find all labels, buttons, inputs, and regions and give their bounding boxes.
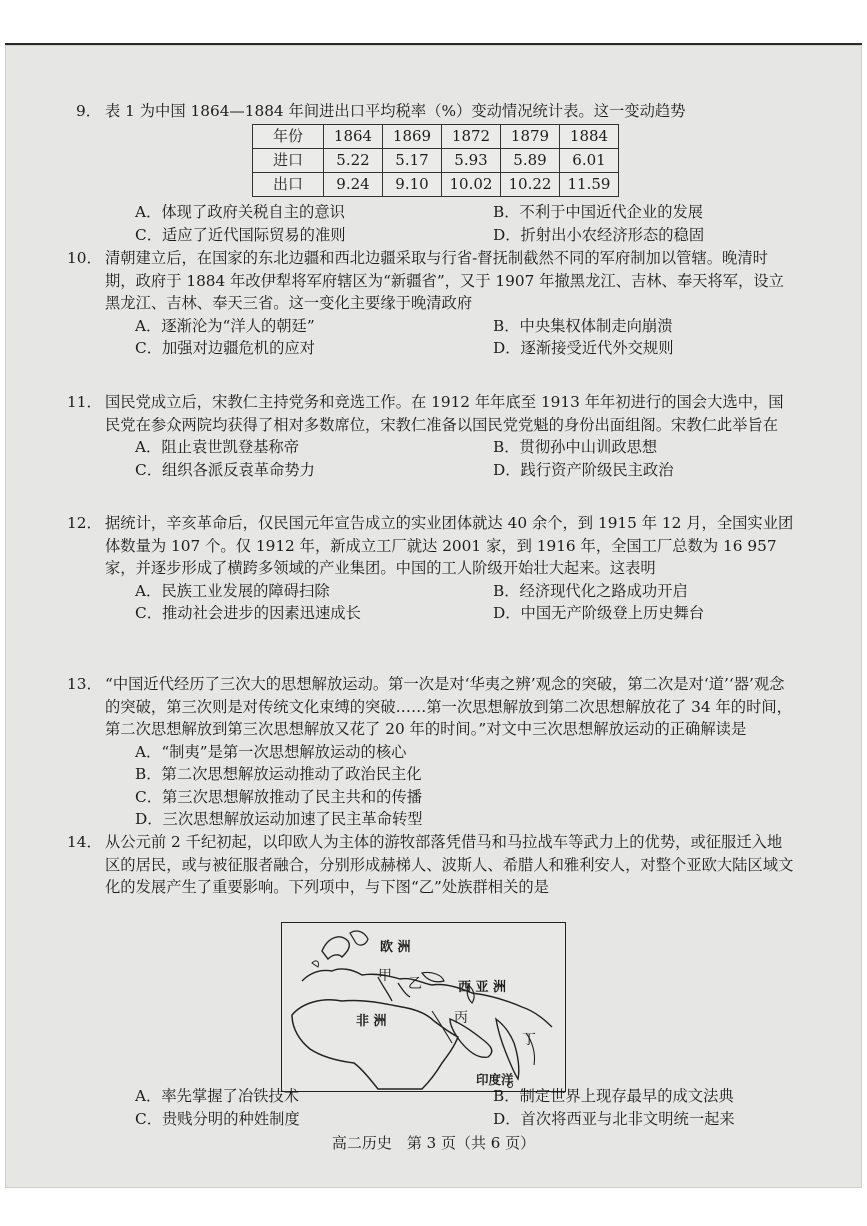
question-12 bbox=[67, 512, 795, 625]
table-cell: 5.93 bbox=[442, 149, 501, 173]
option-b[interactable]: B．第二次思想解放运动推动了政治民主化 bbox=[135, 765, 422, 783]
question-stem: 据统计，辛亥革命后，仅民国元年宣告成立的实业团体就达 40 余个，到 1915 年 12 月，全国实业团体数量为 107 个。仅 1912 年，新成立工厂就达 2001 家，到 1916 年，全国工厂总数为 16 957 家，并逐步形成了横跨多领域的产业集团。中国的工人阶级开始壮大起来。这表明 bbox=[105, 514, 794, 577]
question-number: 14． bbox=[67, 833, 102, 851]
question-11 bbox=[67, 391, 795, 481]
scanned-page bbox=[5, 43, 862, 1188]
question-stem: “中国近代经历了三次大的思想解放运动。第一次是对‘华夷之辨’观念的突破，第二次是对‘道’‘器’观念的突破，第三次则是对传统文化束缚的突破……第一次思想解放到第二次思想解放花了 34 年的时间，第二次思想解放到第三次思想解放又花了 20 年的时间。”对文中三次思想解放运动的正确解读是 bbox=[105, 675, 792, 738]
question-stem: 从公元前 2 千纪初起，以印欧人为主体的游牧部落凭借马和马拉战车等武力上的优势，或征服迁入地区的居民，或与被征服者融合，分别形成赫梯人、波斯人、希腊人和雅利安人，对整个亚欧大陆区域文化的发展产生了重要影响。下列项中，与下图“乙”处族群相关的是 bbox=[105, 833, 794, 896]
table-header-cell: 1879 bbox=[501, 125, 560, 149]
table-cell: 6.01 bbox=[560, 149, 619, 173]
map-label-yi: 乙 bbox=[408, 976, 422, 992]
question-13 bbox=[67, 673, 795, 831]
page-footer: 高二历史 第 3 页（共 6 页） bbox=[331, 1134, 536, 1152]
option-d[interactable]: D．中国无产阶级登上历史舞台 bbox=[493, 604, 705, 622]
question-number: 10． bbox=[67, 249, 102, 267]
question-10 bbox=[67, 247, 795, 360]
tax-rate-table bbox=[252, 124, 619, 197]
question-number: 13． bbox=[67, 675, 102, 693]
option-d[interactable]: D．三次思想解放运动加速了民主革命转型 bbox=[135, 810, 423, 828]
option-b[interactable]: B．经济现代化之路成功开启 bbox=[493, 581, 688, 600]
table-cell: 9.24 bbox=[324, 173, 383, 197]
table-cell: 出口 bbox=[253, 173, 324, 197]
map-outline bbox=[282, 923, 565, 1091]
option-b[interactable]: B．贯彻孙中山训政思想 bbox=[493, 438, 658, 456]
question-9 bbox=[75, 100, 795, 123]
question-14-options bbox=[105, 1085, 795, 1130]
option-d[interactable]: D．践行资产阶级民主政治 bbox=[493, 460, 674, 479]
question-stem: 清朝建立后，在国家的东北边疆和西北边疆采取与行省-督抚制截然不同的军府制加以管辖。晚清时期，政府于 1884 年改伊犁将军府辖区为“新疆省”，又于 1907 年撤黑龙江、吉林、奉天将军，设立黑龙江、吉林、奉天三省。这一变化主要缘于晚清政府 bbox=[105, 249, 784, 312]
option-b[interactable]: B．不利于中国近代企业的发展 bbox=[493, 203, 704, 221]
table-header-cell: 1864 bbox=[324, 125, 383, 149]
map-label-ding: 丁 bbox=[522, 1032, 536, 1048]
question-14 bbox=[67, 831, 795, 899]
option-c[interactable]: C．贵贱分明的种姓制度 bbox=[135, 1109, 300, 1128]
option-a[interactable]: A．“制夷”是第一次思想解放运动的核心 bbox=[135, 742, 407, 761]
option-a[interactable]: A．体现了政府关税自主的意识 bbox=[135, 203, 345, 221]
table-row bbox=[253, 173, 619, 197]
question-number: 12． bbox=[67, 514, 102, 532]
table-header-cell: 1869 bbox=[383, 125, 442, 149]
option-c[interactable]: C．适应了近代国际贸易的准则 bbox=[135, 225, 346, 244]
table-header-cell: 年份 bbox=[253, 125, 324, 149]
table-row bbox=[253, 149, 619, 173]
option-d[interactable]: D．首次将西亚与北非文明统一起来 bbox=[493, 1109, 735, 1128]
option-b[interactable]: B．制定世界上现存最早的成文法典 bbox=[493, 1087, 734, 1105]
table-cell: 5.89 bbox=[501, 149, 560, 173]
option-c[interactable]: C．加强对边疆危机的应对 bbox=[135, 339, 315, 357]
map-label-jia: 甲 bbox=[378, 968, 392, 984]
map-figure bbox=[281, 922, 566, 1092]
option-c[interactable]: C．组织各派反袁革命势力 bbox=[135, 460, 315, 479]
question-stem: 国民党成立后，宋教仁主持党务和竞选工作。在 1912 年年底至 1913 年年初进行的国会大选中，国民党在参众两院均获得了相对多数席位，宋教仁准备以国民党党魁的身份出面组阁。宋教仁此举旨在 bbox=[105, 393, 784, 434]
option-a[interactable]: A．逐渐沦为“洋人的朝廷” bbox=[135, 316, 315, 335]
option-a[interactable]: A．民族工业发展的障碍扫除 bbox=[135, 581, 330, 600]
table-cell: 5.17 bbox=[383, 149, 442, 173]
question-9-options bbox=[105, 201, 795, 246]
table-cell: 10.22 bbox=[501, 173, 560, 197]
option-b[interactable]: B．中央集权体制走向崩溃 bbox=[493, 316, 673, 335]
option-d[interactable]: D．折射出小农经济形态的稳固 bbox=[493, 225, 705, 244]
map-label-africa: 非 洲 bbox=[356, 1014, 387, 1029]
question-number: 11． bbox=[67, 393, 102, 411]
option-a[interactable]: A．阻止袁世凯登基称帝 bbox=[135, 438, 300, 456]
map-label-bing: 丙 bbox=[454, 1010, 468, 1026]
question-stem: 表 1 为中国 1864—1884 年间进出口平均税率（%）变动情况统计表。这一变动趋势 bbox=[105, 102, 686, 120]
map-label-europe: 欧 洲 bbox=[380, 940, 411, 955]
question-number: 9． bbox=[75, 102, 101, 120]
option-c[interactable]: C．推动社会进步的因素迅速成长 bbox=[135, 604, 361, 622]
map-label-indian-ocean: 印度洋 bbox=[476, 1072, 514, 1087]
option-c[interactable]: C．第三次思想解放推动了民主共和的传播 bbox=[135, 787, 423, 806]
table-cell: 10.02 bbox=[442, 173, 501, 197]
table-cell: 进口 bbox=[253, 149, 324, 173]
map-label-west-asia: 西 亚 洲 bbox=[458, 980, 507, 995]
table-cell: 11.59 bbox=[560, 173, 619, 197]
table-cell: 5.22 bbox=[324, 149, 383, 173]
option-a[interactable]: A．率先掌握了冶铁技术 bbox=[135, 1087, 300, 1105]
table-cell: 9.10 bbox=[383, 173, 442, 197]
table-row bbox=[253, 125, 619, 149]
option-d[interactable]: D．逐渐接受近代外交规则 bbox=[493, 339, 674, 357]
table-header-cell: 1872 bbox=[442, 125, 501, 149]
table-header-cell: 1884 bbox=[560, 125, 619, 149]
